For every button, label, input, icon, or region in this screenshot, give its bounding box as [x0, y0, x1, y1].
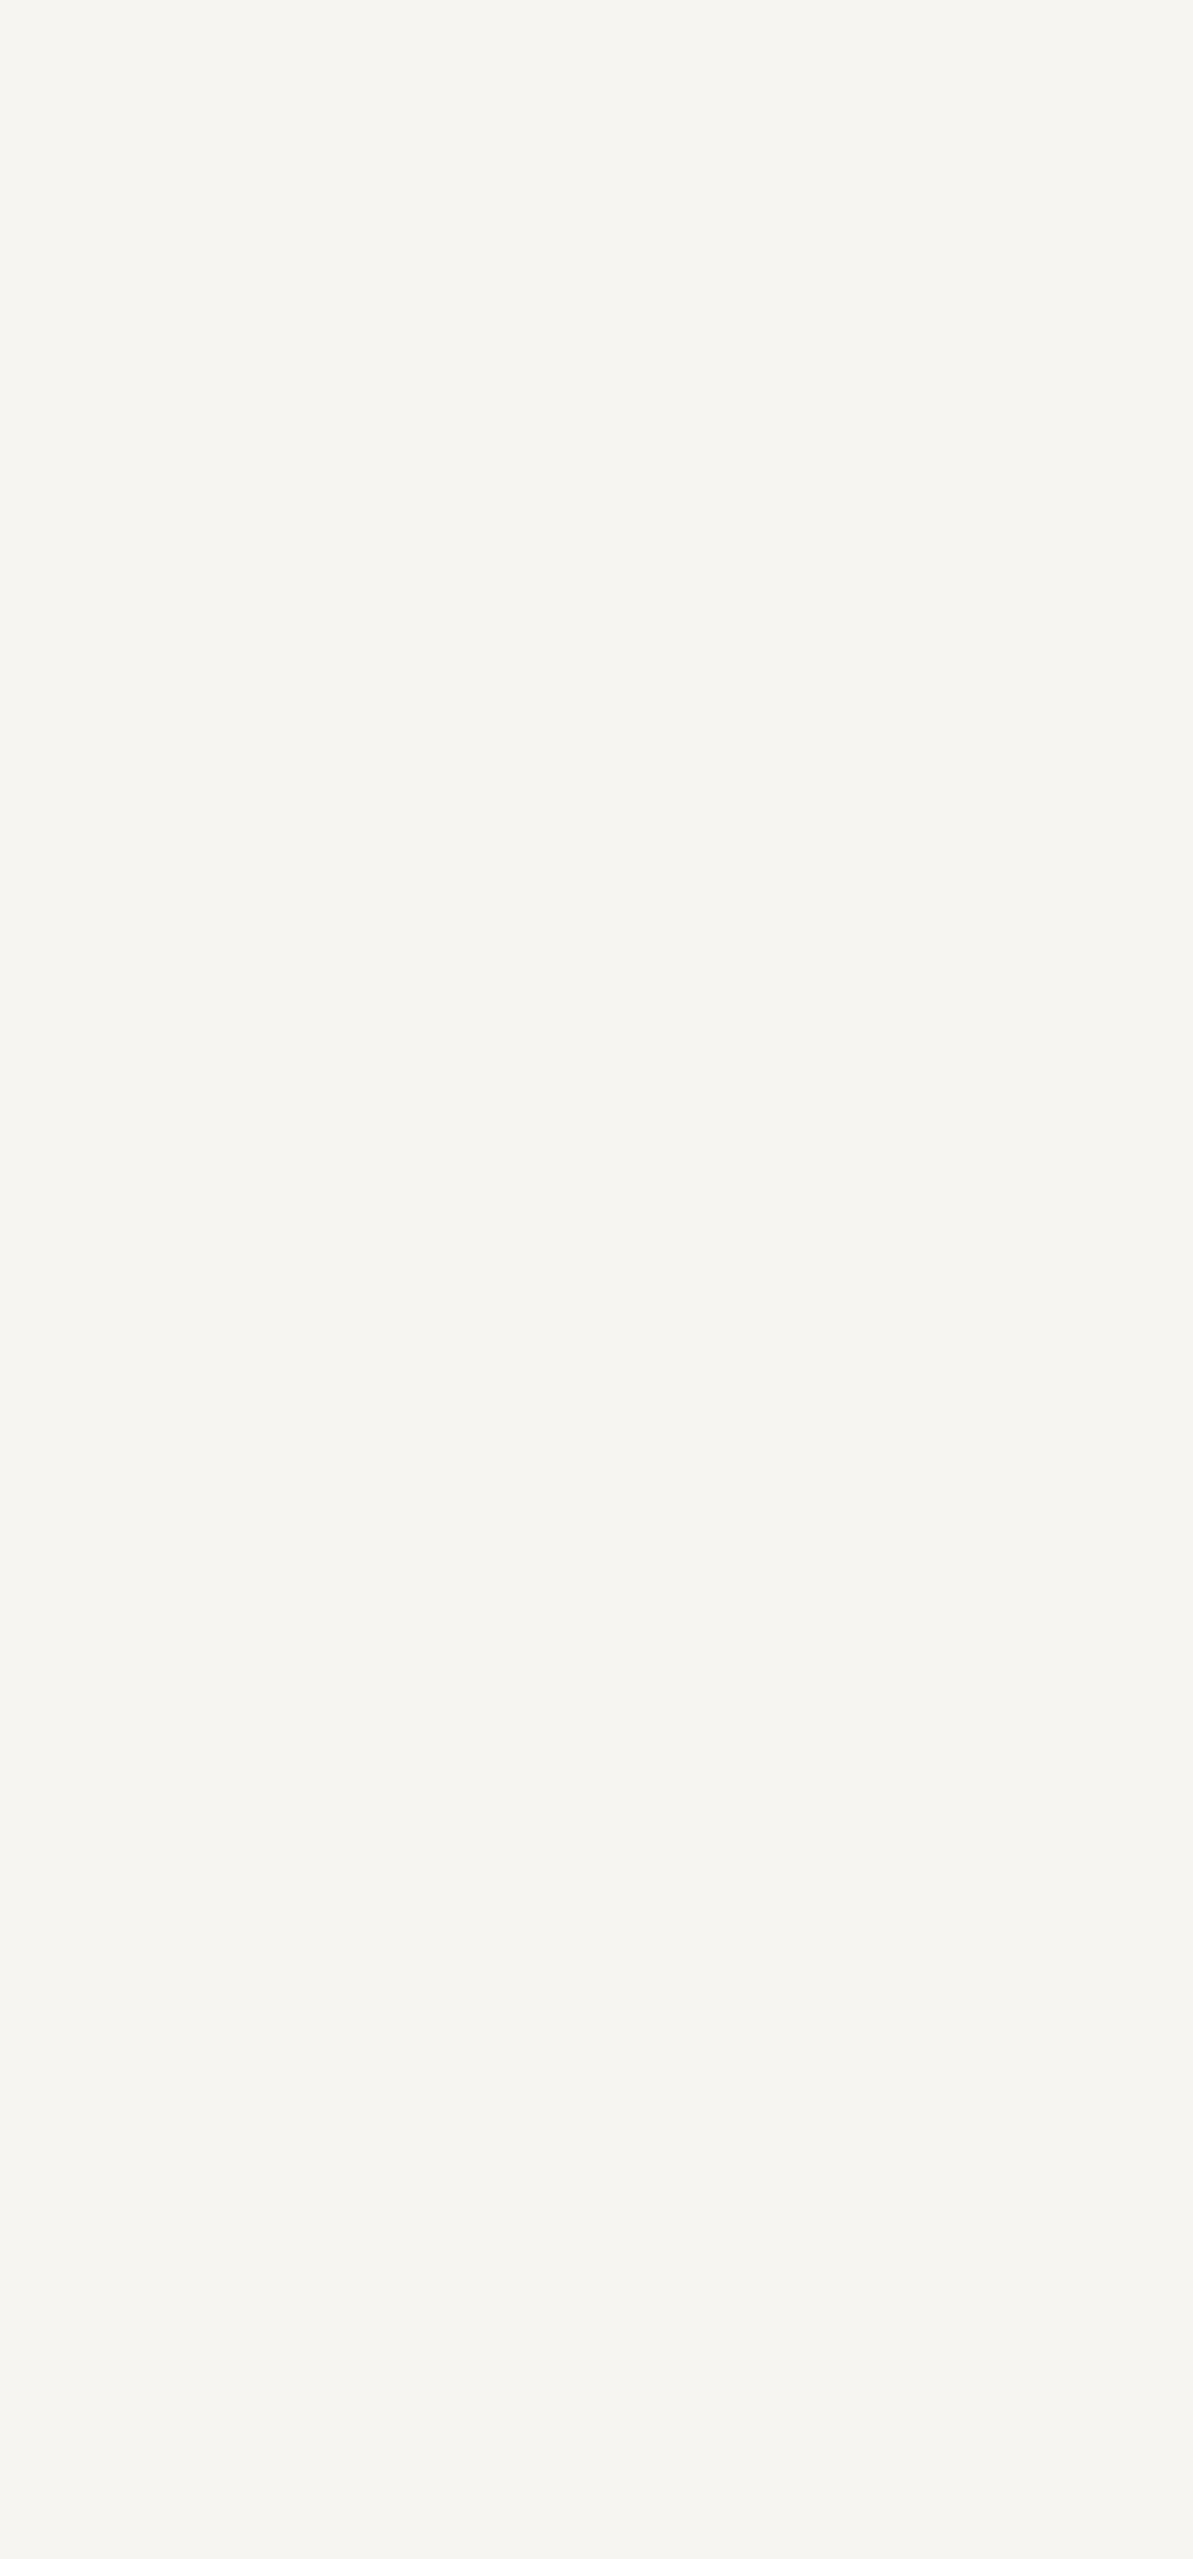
section-heading — [62, 1384, 1117, 1440]
section-heading — [62, 150, 1117, 194]
section-body — [62, 1290, 1117, 1384]
section-heading — [62, 1246, 1117, 1290]
section-heading — [62, 1190, 1117, 1246]
section-body — [62, 194, 1117, 382]
section-heading — [62, 1578, 1117, 1622]
answer-content — [62, 150, 1117, 2007]
section-heading — [62, 1716, 1117, 1772]
section-body — [62, 1484, 1117, 1578]
section-body — [62, 1622, 1117, 1716]
section-body — [62, 438, 1117, 1190]
section-heading — [62, 1440, 1117, 1484]
section-body — [62, 1772, 1117, 2007]
section-heading — [62, 382, 1117, 438]
